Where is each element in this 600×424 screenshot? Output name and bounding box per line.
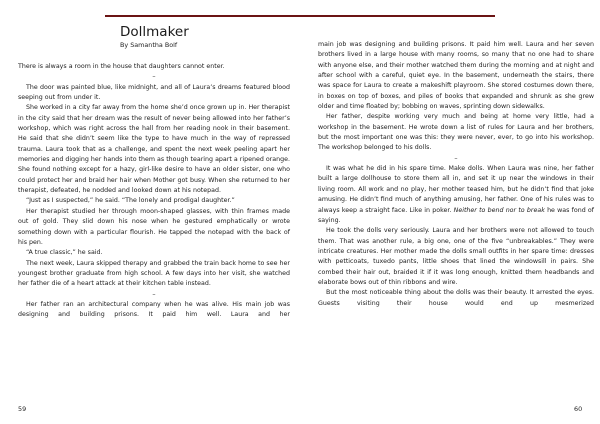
epigraph: There is always a room in the house that daughters cannot enter. [18,63,225,70]
paragraph: But the most noticeable thing about the dolls was their beauty. It arrested the eyes. Guests visiting their house would end up mesmerized [318,289,594,307]
paragraph: The door was painted blue, like midnight, and all of Laura’s dreams featured blood seeping out from under it. [18,83,290,102]
page-number: 59 [18,405,27,413]
paragraph: Her father, despite working very much and being at home very little, had a workshop in the basement. He wrote down a list of rules for Laura and her brothers, but the most important one was this: they were never, ever, to go into his workshop. The workshop belonged to his dolls. [318,113,594,152]
paragraph: Her father ran an architectural company when he was alive. His main job was designing and building prisons. It paid him well. Laura and her [18,300,290,319]
section-separator: – [152,73,156,81]
story-title: Dollmaker [120,24,189,40]
paragraph: He took the dolls very seriously. Laura and her brothers were not allowed to touch them. That was another rule, a big one, one of the five “unbreakables.” They were intricate creatures. Her mother made the dolls small outfits in her spare time: dresses with petticoats, tuxedo pants, little shoes that lined the windowsill in pairs. She combed their hair out, braided it if it was long enough, knitted them headbands and elaborate bows out of thin ribbons and wire. [318,227,594,286]
right-page [300,0,600,424]
paragraph: “Just as I suspected,” he said. “The lonely and prodigal daughter.” [26,197,235,205]
paragraph: main job was designing and building prisons. It paid him well. Laura and her seven brothers lived in a large house with many rooms, so many that no one had to share with anyone else, and their mother watched them during the morning and at night and after school with a careful, quiet eye. In the basement, underneath the stairs, there was space for Laura to create a makeshift playroom. She stored costumes down there, in boxes on top of boxes, and piles of books that expanded and shrunk as she grew older and time floated by; bobbing on waves, sprinting down sidewalks. [318,41,594,111]
paragraph: She worked in a city far away from the home she’d once grown up in. Her therapist in the city said that her dream was the result of never being allowed into her father’s workshop, which was right across the hall from her reading nook in their basement. He said that she didn’t seem like the type to have much in the way of repressed trauma. Laura took that as a challenge, and spent the next week peeling apart her memories and digging her hands into them as though tearing apart a ripened orange. She found nothing except for a hazy, girl-like desire to have an older sister, one who could protect her and braid her hair when Mother got busy. When she returned to her therapist, defeated, he nodded and looked down at his notepad. [18,104,290,195]
section-separator: – [152,290,156,298]
paragraph-text: It was what he did in his spare time. Make dolls. When Laura was nine, her father built a large dollhouse to store them all in, and set it up near the windows in their living room. All work and no play, her mother teased him, but he didn’t find that joke amusing. He didn’t find much of anything amusing, her father. One of his rules was to always keep a straight face. Like in poker. [318,165,594,214]
paragraph: “A true classic,” he said. [26,249,103,257]
paragraph-text: he was fond of saying. [318,206,594,224]
left-page-body [18,62,290,321]
paragraph [318,164,594,226]
page-number: 60 [574,405,583,413]
paragraph: The next week, Laura skipped therapy and grabbed the train back home to see her youngest brother graduate from high school. A few days into her visit, she watched her father die of a heart attack at their kitchen table instead. [18,259,290,288]
section-separator: – [454,154,458,162]
right-page-body [318,40,594,309]
italic-quote: Neither to bend nor to break [453,206,545,214]
paragraph: Her therapist studied her through moon-shaped glasses, with thin frames made out of gold. They slid down his nose when he gestured emphatically or wrote something down with a particular flourish. He tapped the notepad with the back of his pen. [18,207,290,246]
story-byline: By Samantha Bolf [120,41,178,49]
